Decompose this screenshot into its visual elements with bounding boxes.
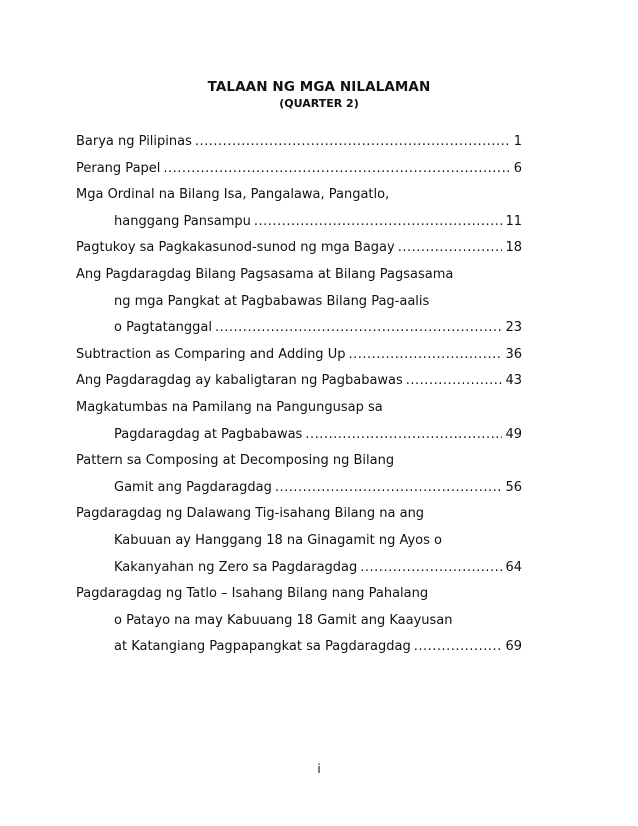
- toc-entry-text: Pagdaragdag ng Tatlo – Isahang Bilang nang Pahalang: [76, 586, 429, 602]
- toc-entry-page: 69: [505, 639, 522, 655]
- toc-entry: [76, 453, 522, 480]
- toc-entry-text: hanggang Pansampu: [114, 213, 251, 229]
- dot-leader: [275, 480, 503, 496]
- toc-entry: [76, 214, 522, 241]
- toc-subtitle: (QUARTER 2): [279, 97, 359, 110]
- dot-leader: [406, 373, 503, 389]
- toc-entry: [76, 187, 522, 214]
- toc-entry-text: Perang Papel: [76, 160, 161, 176]
- toc-entry-page: 56: [505, 479, 522, 495]
- toc-entry: [76, 613, 522, 640]
- toc-entry-page: 18: [505, 240, 522, 256]
- table-of-contents: [76, 134, 522, 666]
- toc-entry: [76, 480, 522, 507]
- dot-leader: [414, 639, 503, 655]
- toc-entry-page: 36: [505, 346, 522, 362]
- toc-entry-text: Pagdaragdag ng Dalawang Tig-isahang Bilang na ang: [76, 506, 425, 522]
- toc-entry: [76, 240, 522, 267]
- toc-entry: [76, 161, 522, 188]
- toc-entry: [76, 506, 522, 533]
- toc-entry: [76, 639, 522, 666]
- toc-entry: [76, 560, 522, 587]
- toc-entry: [76, 347, 522, 374]
- toc-entry-text: Magkatumbas na Pamilang na Pangungusap sa: [76, 399, 383, 415]
- toc-entry: [76, 294, 522, 321]
- page-number: i: [317, 762, 321, 776]
- dot-leader: [398, 240, 503, 256]
- toc-entry-text: o Patayo na may Kabuuang 18 Gamit ang Kaayusan: [114, 612, 453, 628]
- toc-entry-text: o Pagtatanggal: [114, 320, 213, 336]
- dot-leader: [163, 161, 510, 177]
- toc-entry-page: 43: [505, 373, 522, 389]
- dot-leader: [360, 560, 502, 576]
- toc-entry: [76, 267, 522, 294]
- dot-leader: [254, 214, 503, 230]
- toc-entry-page: 11: [505, 213, 522, 229]
- toc-entry: [76, 134, 522, 161]
- dot-leader: [348, 347, 502, 363]
- toc-entry-page: 23: [505, 320, 522, 336]
- toc-entry: [76, 427, 522, 454]
- toc-entry-page: 6: [513, 160, 522, 176]
- toc-entry-text: at Katangiang Pagpapangkat sa Pagdaragdag: [114, 639, 411, 655]
- toc-entry: [76, 373, 522, 400]
- toc-entry-text: Pattern sa Composing at Decomposing ng Bilang: [76, 453, 395, 469]
- dot-leader: [195, 134, 511, 150]
- toc-entry-page: 1: [513, 134, 522, 149]
- toc-entry-text: Mga Ordinal na Bilang Isa, Pangalawa, Pangatlo,: [76, 187, 390, 203]
- toc-entry-text: Pagdaragdag at Pagbabawas: [114, 426, 303, 442]
- toc-entry-text: Ang Pagdaragdag Bilang Pagsasama at Bilang Pagsasama: [76, 266, 454, 282]
- toc-entry-text: Pagtukoy sa Pagkakasunod-sunod ng mga Bagay: [76, 240, 395, 256]
- toc-entry-text: Kakanyahan ng Zero sa Pagdaragdag: [114, 559, 358, 575]
- toc-entry-text: Gamit ang Pagdaragdag: [114, 479, 272, 495]
- toc-entry: [76, 400, 522, 427]
- toc-entry: [76, 533, 522, 560]
- toc-entry-text: ng mga Pangkat at Pagbabawas Bilang Pag-aalis: [114, 293, 430, 309]
- toc-entry-page: 49: [505, 426, 522, 442]
- toc-entry-text: Subtraction as Comparing and Adding Up: [76, 346, 346, 362]
- toc-title: TALAAN NG MGA NILALAMAN: [207, 79, 431, 95]
- toc-entry-text: Ang Pagdaragdag ay kabaligtaran ng Pagbabawas: [76, 373, 403, 389]
- toc-entry-page: 64: [505, 559, 522, 575]
- toc-entry-text: Kabuuan ay Hanggang 18 na Ginagamit ng Ayos o: [114, 532, 442, 548]
- toc-entry: [76, 320, 522, 347]
- toc-entry-text: Barya ng Pilipinas: [76, 134, 192, 149]
- dot-leader: [305, 427, 502, 443]
- dot-leader: [215, 320, 502, 336]
- toc-entry: [76, 586, 522, 613]
